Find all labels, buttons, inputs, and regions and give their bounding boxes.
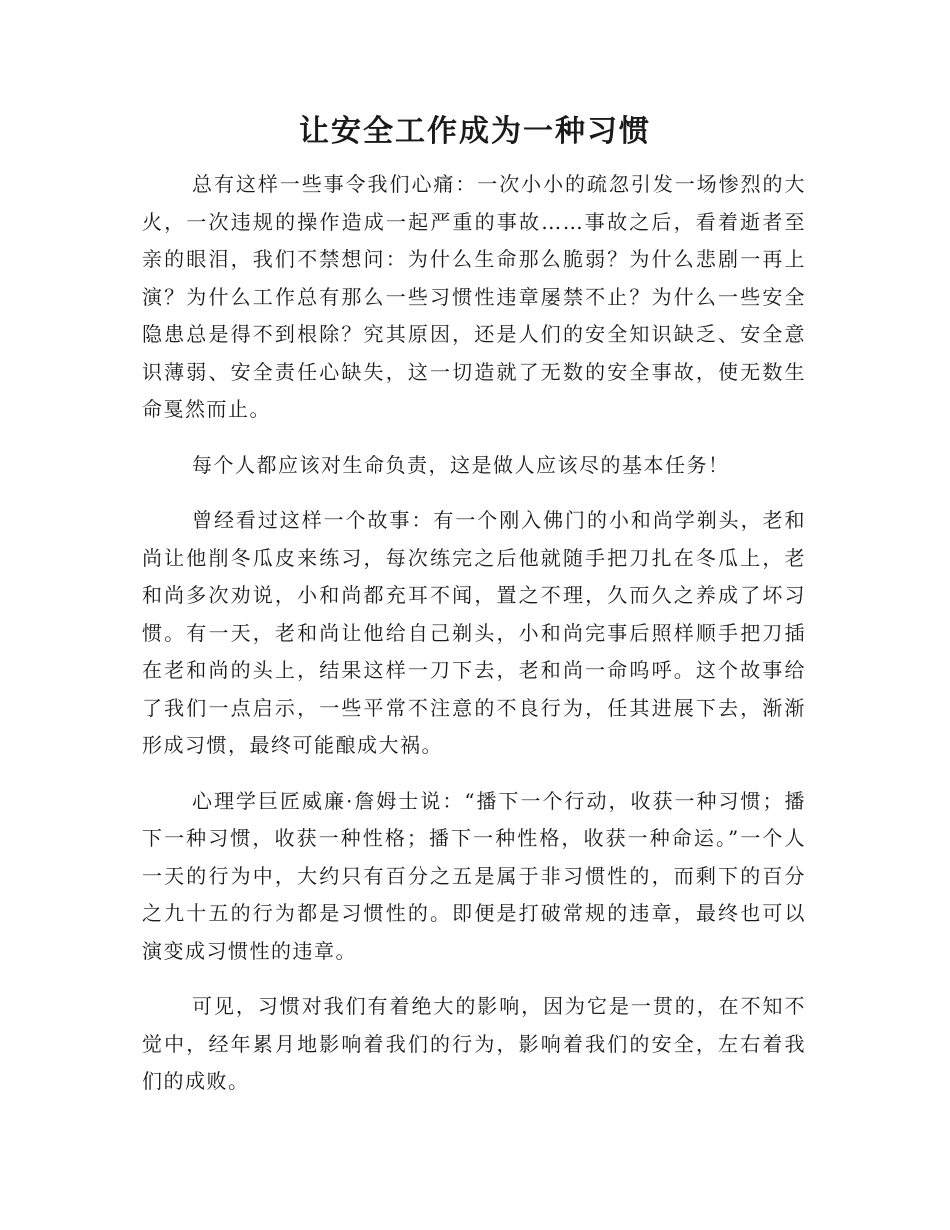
paragraph-1: 总有这样一些事令我们心痛：一次小小的疏忽引发一场惨烈的大火，一次违规的操作造成一起严重的事故……事故之后，看着逝者至亲的眼泪，我们不禁想问：为什么生命那么脆弱？为什么悲剧一再上演？为什么工作总有那么一些习惯性违章屡禁不止？为什么一些安全隐患总是得不到根除？究其原因，还是人们的安全知识缺乏、安全意识薄弱、安全责任心缺失，这一切造就了无数的安全事故，使无数生命戛然而止。 xyxy=(142,172,806,421)
paragraph-4: 心理学巨匠威廉·詹姆士说：“播下一个行动，收获一种习惯；播下一种习惯，收获一种性格；播下一种性格，收获一种命运。”一个人一天的行为中，大约只有百分之五是属于非习惯性的，而剩下的百分之九十五的行为都是习惯性的。即便是打破常规的违章，最终也可以演变成习惯性的违章。 xyxy=(142,788,806,963)
paragraph-3: 曾经看过这样一个故事：有一个刚入佛门的小和尚学剃头，老和尚让他削冬瓜皮来练习，每次练完之后他就随手把刀扎在冬瓜上，老和尚多次劝说，小和尚都充耳不闻，置之不理，久而久之养成了坏习惯。有一天，老和尚让他给自己剃头，小和尚完事后照样顺手把刀插在老和尚的头上，结果这样一刀下去，老和尚一命呜呼。这个故事给了我们一点启示，一些平常不注意的不良行为，任其进展下去，渐渐形成习惯，最终可能酿成大祸。 xyxy=(142,508,806,757)
document-body xyxy=(142,166,806,1119)
paragraph-5: 可见，习惯对我们有着绝大的影响，因为它是一贯的，在不知不觉中，经年累月地影响着我们的行为，影响着我们的安全，左右着我们的成败。 xyxy=(142,994,806,1093)
document-title: 让安全工作成为一种习惯 xyxy=(299,114,651,149)
paragraph-2: 每个人都应该对生命负责，这是做人应该尽的基本任务！ xyxy=(192,452,730,477)
